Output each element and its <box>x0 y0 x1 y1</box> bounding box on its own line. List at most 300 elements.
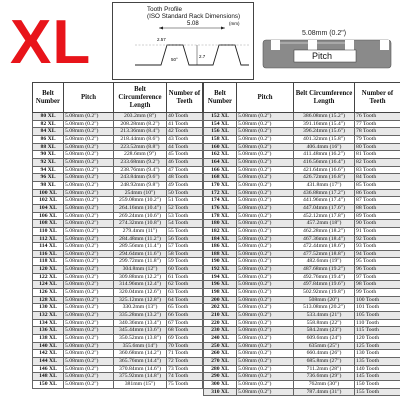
table-row <box>33 189 203 197</box>
teeth-cell: 64 Tooth <box>167 296 203 304</box>
length-cell: 375.92mm (14.8") <box>114 373 167 381</box>
belt-number-cell: 172 XL <box>204 189 237 197</box>
teeth-cell: 87 Tooth <box>355 197 400 205</box>
belt-number-cell: 164 XL <box>204 158 237 166</box>
belt-number-cell: 140 XL <box>33 342 64 350</box>
length-cell: 386.08mm (15.2") <box>294 113 355 121</box>
table-row <box>204 204 400 212</box>
belt-number-cell: 98 XL <box>33 181 64 189</box>
page-title: XL <box>10 8 92 77</box>
length-cell: 401.32mm (15.8") <box>294 135 355 143</box>
belt-number-cell: 198 XL <box>204 289 237 297</box>
table-row <box>33 197 203 205</box>
length-cell: 533.4mm (21") <box>294 312 355 320</box>
teeth-cell: 140 Tooth <box>355 365 400 373</box>
teeth-cell: 50 Tooth <box>167 189 203 197</box>
pitch-cell: 5.08mm (0.2") <box>237 335 294 343</box>
belt-number-cell: 122 XL <box>33 273 64 281</box>
teeth-cell: 105 Tooth <box>355 312 400 320</box>
teeth-cell: 69 Tooth <box>167 335 203 343</box>
teeth-cell: 84 Tooth <box>355 174 400 182</box>
length-cell: 299.72mm (11.8") <box>114 258 167 266</box>
pitch-cell: 5.08mm (0.2") <box>237 135 294 143</box>
pitch-arrow-left <box>159 27 163 30</box>
pitch-cell: 5.08mm (0.2") <box>64 273 114 281</box>
length-cell: 350.52mm (13.8") <box>114 335 167 343</box>
belt-number-cell: 114 XL <box>33 243 64 251</box>
teeth-cell: 155 Tooth <box>355 388 400 396</box>
teeth-cell: 100 Tooth <box>355 296 400 304</box>
teeth-cell: 54 Tooth <box>167 220 203 228</box>
teeth-cell: 74 Tooth <box>167 373 203 381</box>
pitch-cell: 5.08mm (0.2") <box>237 365 294 373</box>
table-row <box>204 296 400 304</box>
belt-number-cell: 106 XL <box>33 212 64 220</box>
tooth-outline <box>135 45 249 65</box>
teeth-cell: 81 Tooth <box>355 151 400 159</box>
header-pitch: Pitch <box>64 83 114 113</box>
pitch-cell: 5.08mm (0.2") <box>64 143 114 151</box>
table-row <box>33 204 203 212</box>
belt-number-cell: 260 XL <box>204 350 237 358</box>
length-cell: 462.28mm (18.2") <box>294 227 355 235</box>
teeth-cell: 55 Tooth <box>167 227 203 235</box>
pitch-cell: 5.08mm (0.2") <box>237 243 294 251</box>
belt-number-cell: 130 XL <box>33 304 64 312</box>
belt-number-cell: 90 XL <box>33 151 64 159</box>
pitch-measurement: 5.08mm (0.2") <box>302 30 347 37</box>
table-row <box>204 143 400 151</box>
belt-number-cell: 168 XL <box>204 174 237 182</box>
teeth-cell: 71 Tooth <box>167 350 203 358</box>
pitch-cell: 5.08mm (0.2") <box>237 166 294 174</box>
length-cell: 482.6mm (19") <box>294 258 355 266</box>
belt-number-cell: 116 XL <box>33 250 64 258</box>
length-cell: 228.6mm (9") <box>114 151 167 159</box>
length-cell: 762mm (30") <box>294 380 355 388</box>
table-row <box>204 289 400 297</box>
length-cell: 314.96mm (12.4") <box>114 281 167 289</box>
teeth-cell: 96 Tooth <box>355 266 400 274</box>
header-circumference: Belt Circumference Length <box>114 83 167 113</box>
table-row <box>204 151 400 159</box>
teeth-cell: 45 Tooth <box>167 151 203 159</box>
belt-number-cell: 290 XL <box>204 373 237 381</box>
pitch-cell: 5.08mm (0.2") <box>237 174 294 182</box>
pitch-cell: 5.08mm (0.2") <box>64 289 114 297</box>
pitch-cell: 5.08mm (0.2") <box>237 158 294 166</box>
teeth-cell: 130 Tooth <box>355 350 400 358</box>
belt-number-cell: 176 XL <box>204 204 237 212</box>
teeth-cell: 65 Tooth <box>167 304 203 312</box>
pitch-cell: 5.08mm (0.2") <box>237 350 294 358</box>
teeth-cell: 66 Tooth <box>167 312 203 320</box>
pitch-cell: 5.08mm (0.2") <box>237 250 294 258</box>
table-row <box>204 342 400 350</box>
teeth-cell: 98 Tooth <box>355 281 400 289</box>
length-cell: 457.2mm (18") <box>294 220 355 228</box>
belt-number-cell: 210 XL <box>204 312 237 320</box>
teeth-cell: 70 Tooth <box>167 342 203 350</box>
table-row <box>204 350 400 358</box>
pitch-cell: 5.08mm (0.2") <box>64 250 114 258</box>
belt-number-cell: 108 XL <box>33 220 64 228</box>
table-row <box>33 243 203 251</box>
length-cell: 213.36mm (8.4") <box>114 128 167 136</box>
length-cell: 304.8mm (12") <box>114 266 167 274</box>
length-cell: 233.68mm (9.2") <box>114 158 167 166</box>
belt-number-cell: 310 XL <box>204 388 237 396</box>
length-cell: 447.04mm (17.6") <box>294 204 355 212</box>
belt-number-cell: 112 XL <box>33 235 64 243</box>
belt-number-cell: 120 XL <box>33 266 64 274</box>
table-row <box>33 120 203 128</box>
belt-number-cell: 166 XL <box>204 166 237 174</box>
header-teeth: Number of Teeth <box>167 83 203 113</box>
table-row <box>33 373 203 381</box>
table-row <box>33 143 203 151</box>
pitch-cell: 5.08mm (0.2") <box>64 135 114 143</box>
pitch-cell: 5.08mm (0.2") <box>237 189 294 197</box>
pitch-cell: 5.08mm (0.2") <box>237 388 294 396</box>
pitch-cell: 5.08mm (0.2") <box>237 113 294 121</box>
pitch-cell: 5.08mm (0.2") <box>64 380 114 388</box>
table-row <box>204 281 400 289</box>
pitch-dimension-label: 5.08 <box>187 21 199 27</box>
teeth-cell: 145 Tooth <box>355 373 400 381</box>
belt-number-cell: 84 XL <box>33 128 64 136</box>
pitch-cell: 5.08mm (0.2") <box>237 327 294 335</box>
teeth-cell: 86 Tooth <box>355 189 400 197</box>
length-cell: 431.8mm (17") <box>294 181 355 189</box>
belt-number-cell: 134 XL <box>33 319 64 327</box>
length-cell: 685.8mm (27") <box>294 358 355 366</box>
teeth-cell: 51 Tooth <box>167 197 203 205</box>
belt-number-cell: 146 XL <box>33 365 64 373</box>
table-row <box>204 388 400 396</box>
teeth-cell: 47 Tooth <box>167 166 203 174</box>
table-row <box>33 358 203 366</box>
length-cell: 411.48mm (16.2") <box>294 151 355 159</box>
pitch-cell: 5.08mm (0.2") <box>237 296 294 304</box>
pitch-cell: 5.08mm (0.2") <box>237 212 294 220</box>
pitch-cell: 5.08mm (0.2") <box>64 358 114 366</box>
length-cell: 381mm (15") <box>114 380 167 388</box>
tooth-profile-title-line2: (ISO Standard Rack Dimensions) <box>147 13 241 20</box>
table-row <box>33 365 203 373</box>
table-row <box>33 296 203 304</box>
length-cell: 279.4mm (11") <box>114 227 167 235</box>
teeth-cell: 43 Tooth <box>167 135 203 143</box>
table-row <box>33 327 203 335</box>
pitch-cell: 5.08mm (0.2") <box>237 358 294 366</box>
teeth-cell: 83 Tooth <box>355 166 400 174</box>
pitch-cell: 5.08mm (0.2") <box>64 281 114 289</box>
pitch-cell: 5.08mm (0.2") <box>237 181 294 189</box>
teeth-cell: 67 Tooth <box>167 319 203 327</box>
length-cell: 208.28mm (8.2") <box>114 120 167 128</box>
pitch-cell: 5.08mm (0.2") <box>64 312 114 320</box>
teeth-cell: 53 Tooth <box>167 212 203 220</box>
tooth-profile-diagram <box>112 2 254 80</box>
belt-number-cell: 196 XL <box>204 281 237 289</box>
teeth-cell: 62 Tooth <box>167 281 203 289</box>
belt-number-cell: 158 XL <box>204 135 237 143</box>
length-cell: 452.12mm (17.8") <box>294 212 355 220</box>
teeth-cell: 125 Tooth <box>355 342 400 350</box>
belt-number-cell: 100 XL <box>33 189 64 197</box>
pitch-cell: 5.08mm (0.2") <box>64 342 114 350</box>
pitch-cell: 5.08mm (0.2") <box>64 158 114 166</box>
belt-number-cell: 148 XL <box>33 373 64 381</box>
teeth-cell: 135 Tooth <box>355 358 400 366</box>
length-cell: 259.08mm (10.2") <box>114 197 167 205</box>
length-cell: 492.76mm (19.4") <box>294 273 355 281</box>
teeth-cell: 59 Tooth <box>167 258 203 266</box>
pitch-cell: 5.08mm (0.2") <box>64 174 114 182</box>
pitch-cell: 5.08mm (0.2") <box>64 189 114 197</box>
belt-number-cell: 128 XL <box>33 296 64 304</box>
teeth-cell: 79 Tooth <box>355 135 400 143</box>
pitch-cell: 5.08mm (0.2") <box>237 319 294 327</box>
table-row <box>33 258 203 266</box>
table-row <box>204 166 400 174</box>
length-cell: 365.76mm (14.4") <box>114 358 167 366</box>
table-row <box>204 335 400 343</box>
small-dimension-label: 2.57 <box>157 37 166 42</box>
header-teeth: Number of Teeth <box>355 83 400 113</box>
length-cell: 335.28mm (13.2") <box>114 312 167 320</box>
belt-number-cell: 144 XL <box>33 358 64 366</box>
belt-number-cell: 102 XL <box>33 197 64 205</box>
length-cell: 248.92mm (9.8") <box>114 181 167 189</box>
length-cell: 391.16mm (15.4") <box>294 120 355 128</box>
pitch-cell: 5.08mm (0.2") <box>64 304 114 312</box>
length-cell: 218.44mm (8.6") <box>114 135 167 143</box>
pitch-cell: 5.08mm (0.2") <box>64 212 114 220</box>
belt-number-cell: 174 XL <box>204 197 237 205</box>
table-row <box>204 304 400 312</box>
belt-number-cell: 280 XL <box>204 365 237 373</box>
table-row <box>33 151 203 159</box>
length-cell: 436.88mm (17.2") <box>294 189 355 197</box>
length-cell: 584.2mm (23") <box>294 327 355 335</box>
table-row <box>204 380 400 388</box>
length-cell: 289.56mm (11.4") <box>114 243 167 251</box>
pitch-cell: 5.08mm (0.2") <box>237 266 294 274</box>
teeth-cell: 89 Tooth <box>355 212 400 220</box>
table-row <box>33 235 203 243</box>
table-row <box>204 135 400 143</box>
table-row <box>204 258 400 266</box>
belt-table-right <box>203 82 400 396</box>
teeth-cell: 78 Tooth <box>355 128 400 136</box>
belt-number-cell: 142 XL <box>33 350 64 358</box>
belt-number-cell: 160 XL <box>204 143 237 151</box>
table-row <box>33 312 203 320</box>
pitch-cell: 5.08mm (0.2") <box>64 235 114 243</box>
teeth-cell: 68 Tooth <box>167 327 203 335</box>
belt-number-cell: 82 XL <box>33 120 64 128</box>
pitch-cell: 5.08mm (0.2") <box>237 143 294 151</box>
pitch-cell: 5.08mm (0.2") <box>64 258 114 266</box>
belt-number-cell: 136 XL <box>33 327 64 335</box>
teeth-cell: 58 Tooth <box>167 250 203 258</box>
table-row <box>33 266 203 274</box>
length-cell: 441.96mm (17.4") <box>294 197 355 205</box>
table-body-left <box>33 113 203 389</box>
pitch-cell: 5.08mm (0.2") <box>237 151 294 159</box>
belt-number-cell: 154 XL <box>204 120 237 128</box>
teeth-cell: 101 Tooth <box>355 304 400 312</box>
table-row <box>33 220 203 228</box>
table-row <box>33 128 203 136</box>
length-cell: 711.2mm (28") <box>294 365 355 373</box>
pitch-cell: 5.08mm (0.2") <box>237 342 294 350</box>
table-row <box>204 128 400 136</box>
belt-number-cell: 188 XL <box>204 250 237 258</box>
length-cell: 309.88mm (12.2") <box>114 273 167 281</box>
teeth-cell: 150 Tooth <box>355 380 400 388</box>
teeth-cell: 63 Tooth <box>167 289 203 297</box>
table-row <box>204 266 400 274</box>
length-cell: 370.84mm (14.6") <box>114 365 167 373</box>
table-row <box>204 243 400 251</box>
length-cell: 264.16mm (10.4") <box>114 204 167 212</box>
length-cell: 467.36mm (18.4") <box>294 235 355 243</box>
pitch-cell: 5.08mm (0.2") <box>237 273 294 281</box>
length-cell: 320.04mm (12.6") <box>114 289 167 297</box>
teeth-cell: 57 Tooth <box>167 243 203 251</box>
length-cell: 406.4mm (16") <box>294 143 355 151</box>
table-row <box>33 181 203 189</box>
teeth-cell: 80 Tooth <box>355 143 400 151</box>
pitch-cell: 5.08mm (0.2") <box>237 258 294 266</box>
length-cell: 345.44mm (13.6") <box>114 327 167 335</box>
pitch-cell: 5.08mm (0.2") <box>64 220 114 228</box>
teeth-cell: 44 Tooth <box>167 143 203 151</box>
table-row <box>33 289 203 297</box>
pitch-cell: 5.08mm (0.2") <box>237 373 294 381</box>
pitch-cell: 5.08mm (0.2") <box>237 204 294 212</box>
belt-number-cell: 170 XL <box>204 181 237 189</box>
belt-number-cell: 186 XL <box>204 243 237 251</box>
belt-number-cell: 184 XL <box>204 235 237 243</box>
height-dimension-label: 2.7 <box>199 54 206 59</box>
table-row <box>204 235 400 243</box>
table-row <box>204 373 400 381</box>
length-cell: 416.56mm (16.4") <box>294 158 355 166</box>
belt-number-cell: 250 XL <box>204 342 237 350</box>
pitch-cell: 5.08mm (0.2") <box>64 373 114 381</box>
pitch-cell: 5.08mm (0.2") <box>64 113 114 121</box>
teeth-cell: 77 Tooth <box>355 120 400 128</box>
belt-number-cell: 202 XL <box>204 304 237 312</box>
pitch-cell: 5.08mm (0.2") <box>64 350 114 358</box>
pitch-cell: 5.08mm (0.2") <box>64 296 114 304</box>
length-cell: 254mm (10") <box>114 189 167 197</box>
length-cell: 355.6mm (14") <box>114 342 167 350</box>
teeth-cell: 40 Tooth <box>167 113 203 121</box>
teeth-cell: 41 Tooth <box>167 120 203 128</box>
table-row <box>33 350 203 358</box>
belt-number-cell: 110 XL <box>33 227 64 235</box>
teeth-cell: 94 Tooth <box>355 250 400 258</box>
table-row <box>204 273 400 281</box>
header-belt-number: Belt Number <box>33 83 64 113</box>
belt-number-cell: 132 XL <box>33 312 64 320</box>
teeth-cell: 46 Tooth <box>167 158 203 166</box>
pitch-cell: 5.08mm (0.2") <box>237 220 294 228</box>
belt-number-cell: 124 XL <box>33 281 64 289</box>
belt-number-cell: 80 XL <box>33 113 64 121</box>
table-row <box>33 158 203 166</box>
pitch-cell: 5.08mm (0.2") <box>64 128 114 136</box>
belt-number-cell: 150 XL <box>33 380 64 388</box>
table-row <box>33 113 203 121</box>
pitch-cell: 5.08mm (0.2") <box>237 281 294 289</box>
length-cell: 502.92mm (19.8") <box>294 289 355 297</box>
teeth-cell: 73 Tooth <box>167 365 203 373</box>
pitch-cell: 5.08mm (0.2") <box>237 235 294 243</box>
length-cell: 421.64mm (16.6") <box>294 166 355 174</box>
belt-number-cell: 180 XL <box>204 220 237 228</box>
header-circumference: Belt Circumference Length <box>294 83 355 113</box>
length-cell: 330.2mm (13") <box>114 304 167 312</box>
length-cell: 325.12mm (12.8") <box>114 296 167 304</box>
length-cell: 513.08mm (20.2") <box>294 304 355 312</box>
table-row <box>204 113 400 121</box>
belt-number-cell: 94 XL <box>33 166 64 174</box>
length-cell: 477.52mm (18.8") <box>294 250 355 258</box>
table-row <box>204 312 400 320</box>
table-row <box>204 212 400 220</box>
belt-number-cell: 194 XL <box>204 273 237 281</box>
length-cell: 294.64mm (11.6") <box>114 250 167 258</box>
belt-number-cell: 88 XL <box>33 143 64 151</box>
teeth-cell: 42 Tooth <box>167 128 203 136</box>
table-row <box>204 220 400 228</box>
table-body-right <box>204 113 400 396</box>
belt-number-cell: 126 XL <box>33 289 64 297</box>
pitch-cell: 5.08mm (0.2") <box>64 327 114 335</box>
belt-table-left <box>32 82 203 389</box>
pitch-cell: 5.08mm (0.2") <box>237 380 294 388</box>
table-row <box>33 319 203 327</box>
pitch-cell: 5.08mm (0.2") <box>64 243 114 251</box>
belt-groove-3 <box>345 40 354 50</box>
teeth-cell: 82 Tooth <box>355 158 400 166</box>
belt-groove-1 <box>271 40 280 50</box>
teeth-cell: 120 Tooth <box>355 335 400 343</box>
teeth-cell: 76 Tooth <box>355 113 400 121</box>
belt-number-cell: 162 XL <box>204 151 237 159</box>
teeth-cell: 72 Tooth <box>167 358 203 366</box>
length-cell: 396.24mm (15.6") <box>294 128 355 136</box>
teeth-cell: 60 Tooth <box>167 266 203 274</box>
length-cell: 426.72mm (16.8") <box>294 174 355 182</box>
belt-number-cell: 300 XL <box>204 380 237 388</box>
table-row <box>204 227 400 235</box>
pitch-cell: 5.08mm (0.2") <box>237 304 294 312</box>
table-row <box>33 212 203 220</box>
belt-number-cell: 96 XL <box>33 174 64 182</box>
length-cell: 243.84mm (9.6") <box>114 174 167 182</box>
pitch-cell: 5.08mm (0.2") <box>64 266 114 274</box>
pitch-cell: 5.08mm (0.2") <box>237 197 294 205</box>
length-cell: 787.4mm (31") <box>294 388 355 396</box>
belt-number-cell: 220 XL <box>204 319 237 327</box>
